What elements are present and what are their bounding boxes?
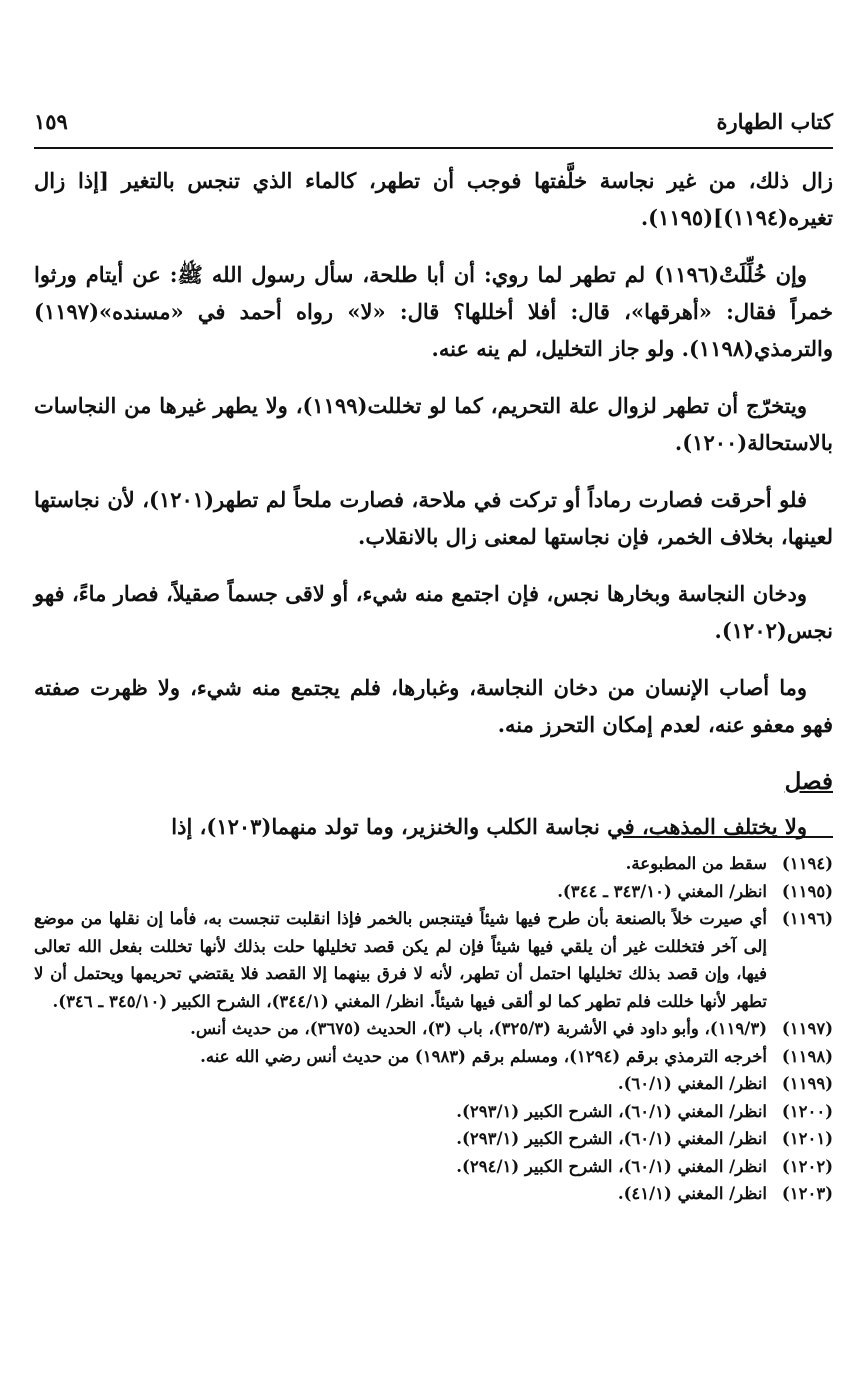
paragraph: زال ذلك، من غير نجاسة خلَّفتها فوجب أن تطهر، كالماء الذي تنجس بالتغير [إذا زال تغيره(١١٩٤)](١١٩٥). [34,168,833,230]
footnote-number: (١٢٠٣) [781,1184,833,1203]
footnote-number: (١٢٠١) [781,1129,833,1148]
footnote-text: انظر/ المغني (٦٠/١)، الشرح الكبير (٢٩٤/١). [456,1156,767,1176]
footnote-text: انظر/ المغني (٦٠/١)، الشرح الكبير (٢٩٣/١). [456,1129,767,1148]
footnote [34,1098,833,1126]
paragraph: وإن خُلِّلَتْ(١١٩٦) لم تطهر لما روي: أن أبا طلحة، سأل رسول الله ﷺ: عن أيتام ورثوا خمراً فقال: «أهرقها»، قال: أفلا أخللها؟ قال: «لا» رواه أحمد في «مسنده»(١١٩٧) والترمذي(١١٩٨). ولو جاز التخليل، لم ينه عنه. [34,262,833,361]
header-rule [34,147,833,149]
footnote-number: (١١٩٥) [781,881,833,901]
section-heading: فصل [784,768,833,795]
page-header [34,100,833,134]
footnote-text: انظر/ المغني (٣٤٣/١٠ ـ ٣٤٤). [557,881,767,901]
footnote [34,1043,833,1071]
footnote [34,1153,833,1181]
footnote [34,1180,833,1208]
footnote-text: انظر/ المغني (٦٠/١). [617,1074,767,1093]
footnote-number: (١١٩٦) [781,909,833,928]
page-number: ١٥٩ [34,109,68,134]
footnote-text: (١١٩/٣)، وأبو داود في الأشربة (٣٢٥/٣)، باب (٣)، الحديث (٣٦٧٥)، من حديث أنس. [190,1019,767,1038]
footnote [34,1015,833,1043]
footnote-number: (١١٩٨) [781,1046,833,1066]
footnote-number: (١١٩٩) [781,1074,833,1093]
footnote-text: انظر/ المغني (٦٠/١)، الشرح الكبير (٢٩٣/١). [456,1101,767,1121]
running-title: كتاب الطهارة [716,109,833,134]
footnote [34,1125,833,1153]
paragraph: وما أصاب الإنسان من دخان النجاسة، وغبارها، فلم يجتمع منه شيء، ولا ظهرت صفته فهو معفو عنه، لعدم إمكان التحرز منه. [34,675,833,737]
paragraph: ودخان النجاسة وبخارها نجس، فإن اجتمع منه شيء، أو لاقى جسماً صقيلاً، فصار ماءً، فهو نجس(١٢٠٢). [34,581,833,643]
paragraph: ويتخرّج أن تطهر لزوال علة التحريم، كما لو تخللت(١١٩٩)، ولا يطهر غيرها من النجاسات بالاستحالة(١٢٠٠). [34,393,833,455]
paragraph: فلو أحرقت فصارت رماداً أو تركت في ملاحة، فصارت ملحاً لم تطهر(١٢٠١)، لأن نجاستها لعينها، بخلاف الخمر، فإن نجاستها لمعنى زال بالانقلاب. [34,487,833,549]
paragraph: ولا يختلف المذهب، في نجاسة الكلب والخنزير، وما تولد منهما(١٢٠٣)، إذا [171,814,807,839]
footnote-number: (١١٩٤) [781,854,833,873]
footnote-text: انظر/ المغني (٤١/١). [617,1184,767,1203]
footnote-text: أي صيرت خلاً بالصنعة بأن طرح فيها شيئاً فيتنجس بالخمر فإذا انقلبت تنجست به، فأما إن نقلها من موضع إلى آخر فتخللت غير أن يلقي فيها شيئاً فإن لم يكن قصد تخليلها حلت بذلك لأنها تخللت بفعل الله تعالى فيها، وإن قصد بذلك تخليلها احتمل أن تطهر، لأنه لا فرق بينهما إلا القصد فلا يقتضي تحريمها ويحتمل أن لا تطهر لأنها خللت فلم تطهر كما لو ألقى فيها شيئاً. انظر/ المغني (٣٤٤/١)، الشرح الكبير (٣٤٥/١٠ ـ ٣٤٦). [34,909,767,1011]
footnote [34,1070,833,1098]
footnote [34,878,833,906]
footnote-text: أخرجه الترمذي برقم (١٢٩٤)، ومسلم برقم (١٩٨٣) من حديث أنس رضي الله عنه. [200,1046,767,1066]
footnote [34,850,833,878]
footnote-text: سقط من المطبوعة. [625,854,767,873]
footnote-number: (١٢٠٢) [781,1156,833,1176]
footnote-number: (١٢٠٠) [781,1101,833,1121]
footnote [34,905,833,1015]
main-text [34,162,833,865]
footnote-number: (١١٩٧) [781,1019,833,1038]
footnotes [34,850,833,1208]
footnote-separator [623,836,833,838]
